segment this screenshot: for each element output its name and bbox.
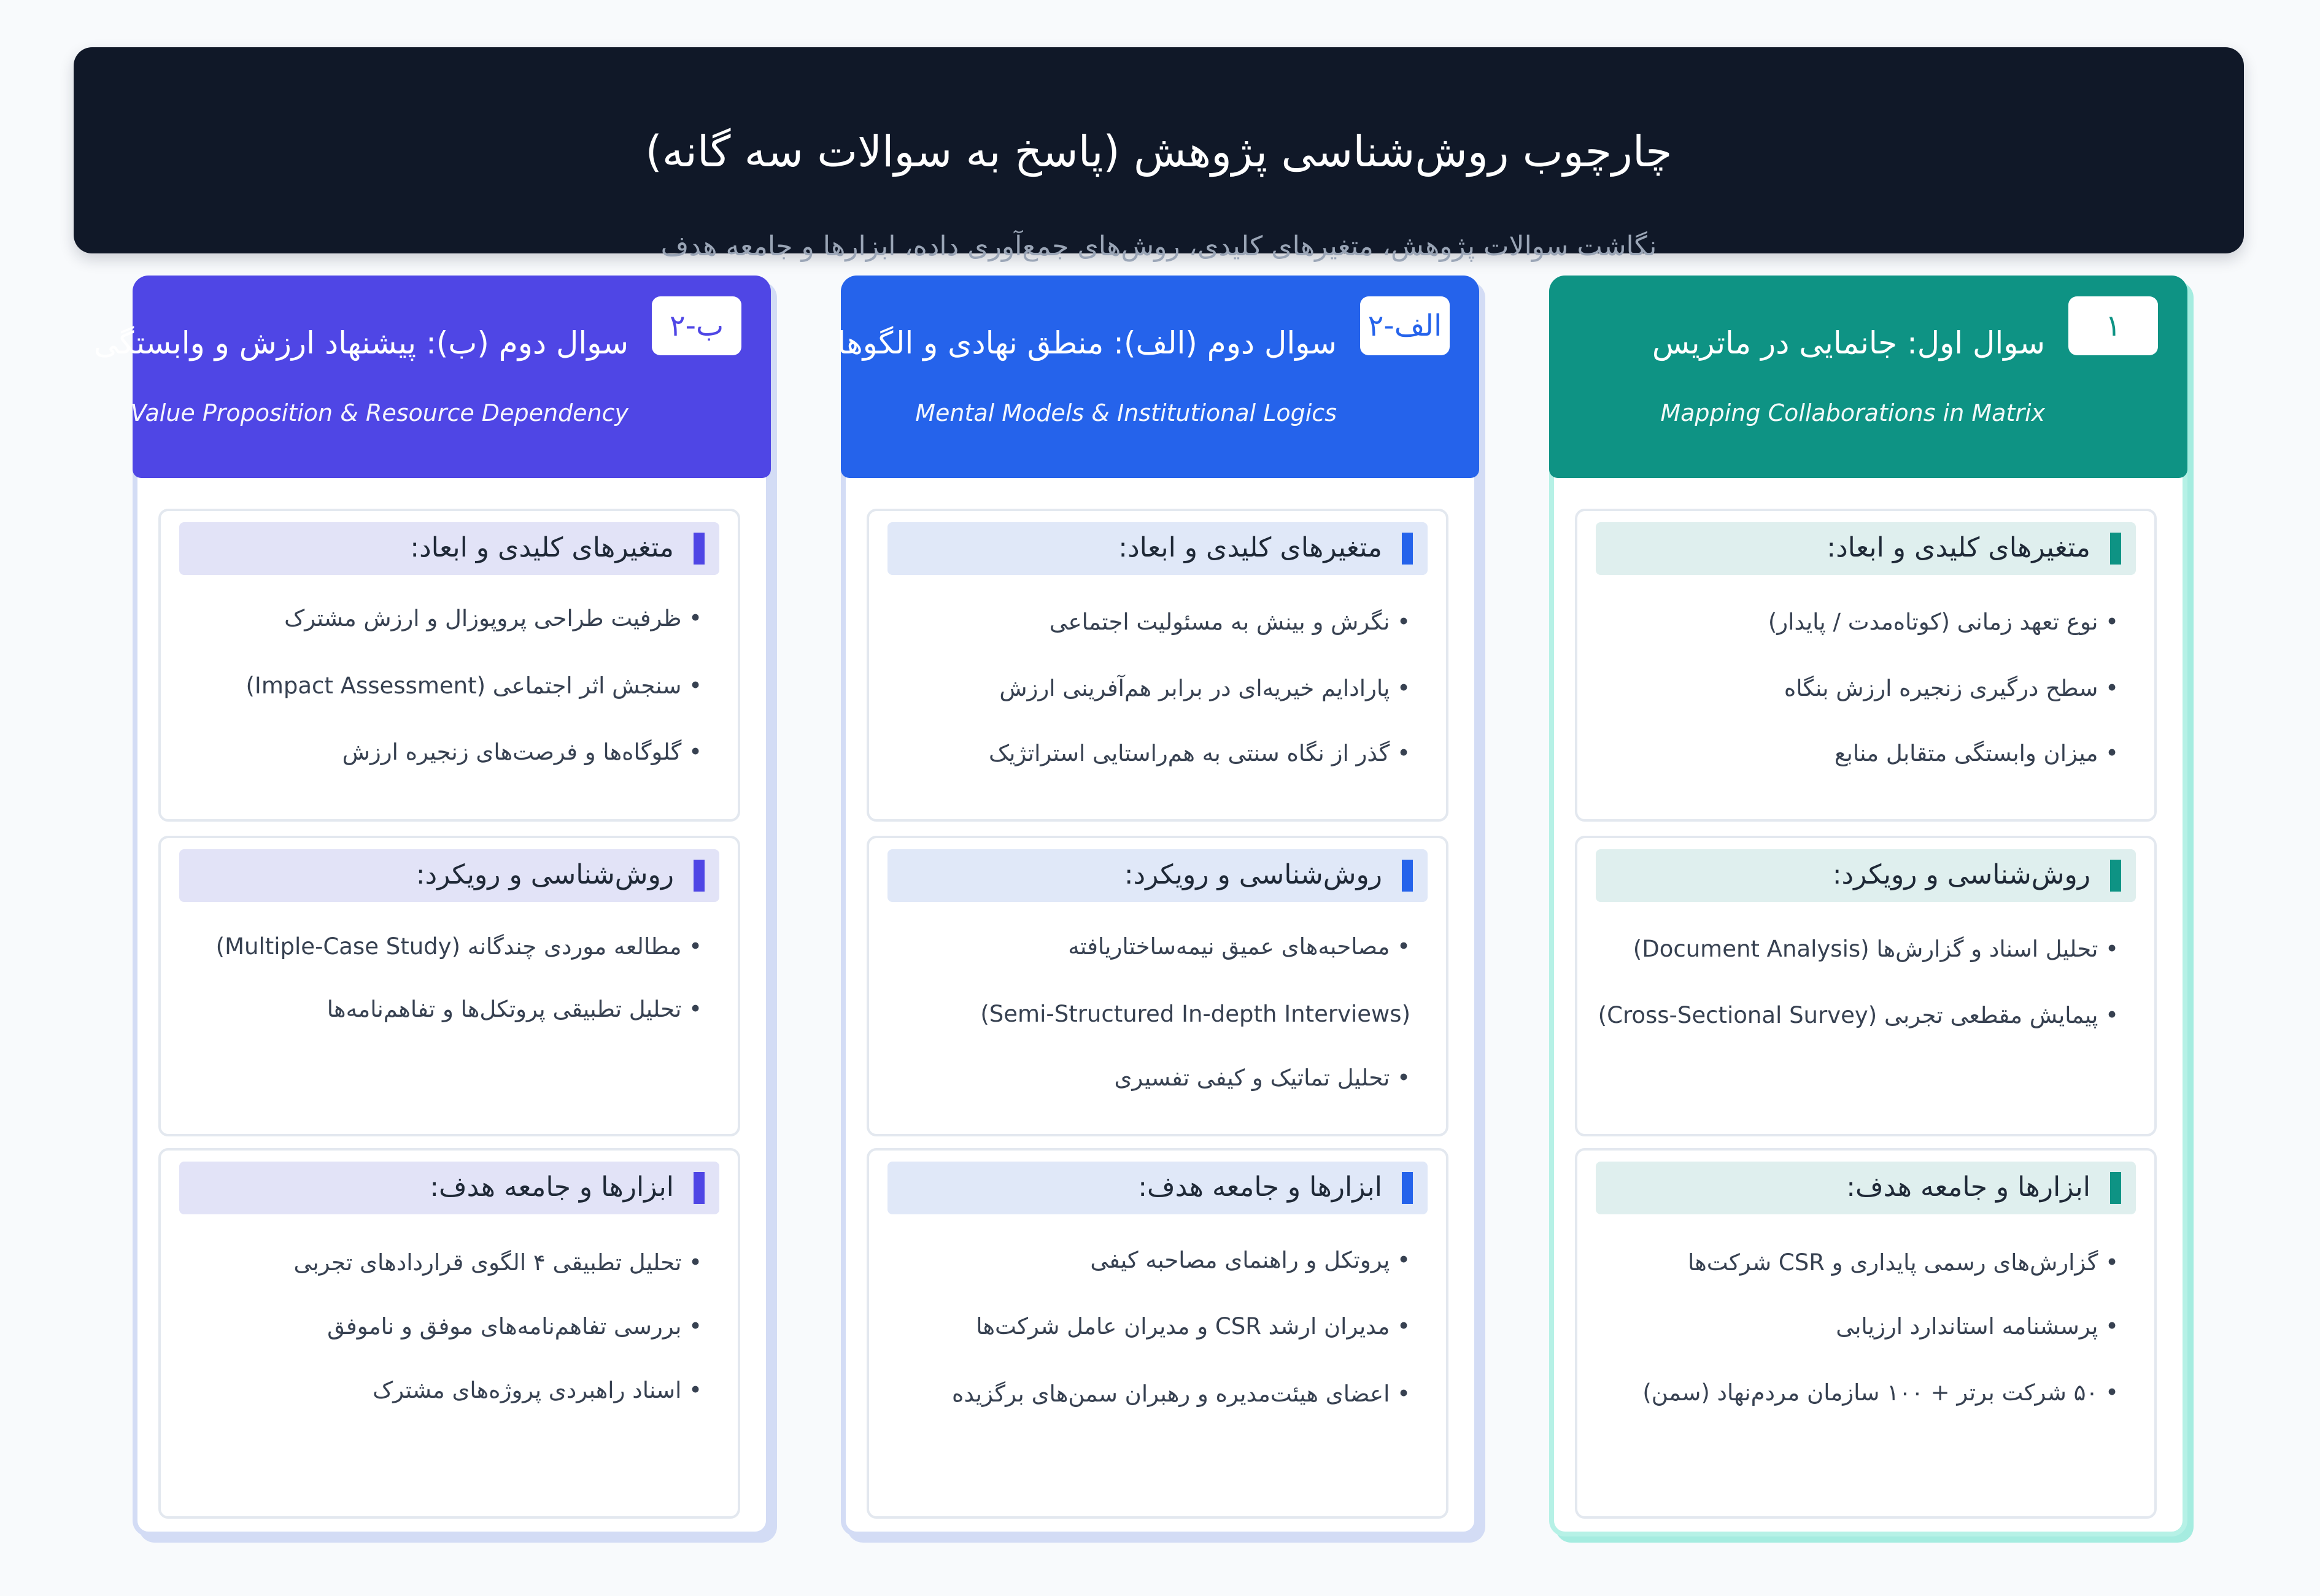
column-subtitle: Mental Models & Institutional Logics (915, 399, 1337, 426)
section-heading: متغیرهای کلیدی و ابعاد: (410, 532, 674, 563)
list-item: • تحلیل اسناد و گزارش‌ها (Document Analysis) (1633, 936, 2119, 962)
section-heading: روش‌شناسی و رویکرد: (1124, 859, 1382, 890)
page-subtitle: نگاشت سوالات پژوهش، متغیرهای کلیدی، روش‌های جمع‌آوری داده، ابزارها و جامعه هدف (660, 231, 1657, 262)
list-item: • تحلیل تماتیک و کیفی تفسیری (1114, 1065, 1410, 1091)
accent-bar (694, 860, 705, 892)
accent-bar (1402, 860, 1413, 892)
section-card-variables (158, 509, 740, 822)
section-heading: ابزارها و جامعه هدف: (1846, 1171, 2090, 1203)
list-item: • مصاحبه‌های عمیق نیمه‌ساختاریافته (1068, 933, 1410, 960)
section-header (1596, 1162, 2136, 1214)
column-header (93, 276, 771, 478)
column-title: سوال دوم (ب): پیشنهاد ارزش و وابستگی (93, 325, 628, 361)
section-card-tools (158, 1148, 740, 1519)
list-item: • سطح درگیری زنجیره ارزش بنگاه (1784, 675, 2119, 701)
list-item: • نگرش و بینش به مسئولیت اجتماعی (1049, 609, 1410, 635)
column-question-2a (837, 276, 1479, 1536)
section-card-methodology (158, 836, 740, 1136)
list-item: • تحلیل تطبیقی ۴ الگوی قراردادهای تجربی (293, 1249, 702, 1276)
section-heading: ابزارها و جامعه هدف: (1138, 1171, 1382, 1203)
question-badge: ۱ (2068, 296, 2158, 355)
list-item: • سنجش اثر اجتماعی (Impact Assessment) (246, 673, 702, 699)
accent-bar (694, 533, 705, 565)
list-item: • پرسشنامه استاندارد ارزیابی (1836, 1313, 2119, 1340)
accent-bar (2110, 533, 2121, 565)
section-heading: متغیرهای کلیدی و ابعاد: (1118, 532, 1382, 563)
list-item: • گذر از نگاه سنتی به هم‌راستایی استراتژیک (988, 740, 1410, 766)
list-item: • نوع تعهد زمانی (کوتاه‌مدت / پایدار) (1768, 609, 2119, 635)
section-header (179, 1162, 719, 1214)
column-title: سوال اول: جانمایی در ماتریس (1652, 325, 2045, 361)
list-item: • گلوگاه‌ها و فرصت‌های زنجیره ارزش (342, 739, 702, 765)
list-item: • تحلیل تطبیقی پروتکل‌ها و تفاهم‌نامه‌ها (327, 996, 702, 1022)
section-header (887, 1162, 1428, 1214)
section-card-tools (867, 1148, 1448, 1519)
section-card-variables (867, 509, 1448, 822)
column-subtitle: Value Proposition & Resource Dependency (130, 399, 628, 426)
section-header (887, 522, 1428, 575)
page-title: چارچوب روش‌شناسی پژوهش (پاسخ به سوالات سه گانه) (645, 126, 1672, 177)
section-heading: متغیرهای کلیدی و ابعاد: (1827, 532, 2090, 563)
section-card-variables (1575, 509, 2157, 822)
section-header (1596, 522, 2136, 575)
section-card-methodology (867, 836, 1448, 1136)
list-item: • ۵۰ شرکت برتر + ۱۰۰ سازمان مردم‌نهاد (سمن) (1642, 1379, 2119, 1406)
column-question-2b (93, 276, 771, 1536)
list-item: • بررسی تفاهم‌نامه‌های موفق و ناموفق (327, 1313, 702, 1340)
accent-bar (2110, 860, 2121, 892)
column-header (837, 276, 1479, 478)
section-header (179, 849, 719, 902)
list-item: • مدیران ارشد CSR و مدیران عامل شرکت‌ها (976, 1313, 1410, 1340)
section-header (887, 849, 1428, 902)
list-item: • میزان وابستگی متقابل منابع (1834, 740, 2119, 766)
section-header (179, 522, 719, 575)
question-badge: ۲-الف (1360, 296, 1450, 355)
section-heading: ابزارها و جامعه هدف: (430, 1171, 674, 1203)
column-title: سوال دوم (الف): منطق نهادی و الگوها (837, 325, 1337, 361)
section-heading: روش‌شناسی و رویکرد: (416, 859, 674, 890)
section-card-tools (1575, 1148, 2157, 1519)
column-question-1 (1549, 276, 2187, 1536)
accent-bar (694, 1172, 705, 1204)
list-item: • اعضای هیئت‌مدیره و رهبران سمن‌های برگزیده (951, 1381, 1410, 1407)
accent-bar (1402, 1172, 1413, 1204)
column-subtitle: Mapping Collaborations in Matrix (1660, 399, 2045, 426)
section-header (1596, 849, 2136, 902)
accent-bar (2110, 1172, 2121, 1204)
column-header (1549, 276, 2187, 478)
list-item: • گزارش‌های رسمی پایداری و CSR شرکت‌ها (1687, 1249, 2119, 1276)
list-item: (Semi-Structured In-depth Interviews) (980, 1001, 1410, 1027)
header-banner (74, 47, 2244, 262)
section-card-methodology (1575, 836, 2157, 1136)
question-badge: ۲-ب (652, 296, 741, 355)
list-item: • اسناد راهبردی پروژه‌های مشترک (373, 1377, 702, 1403)
list-item: • پیمایش مقطعی تجربی (Cross-Sectional Survey) (1598, 1002, 2119, 1028)
list-item: • پروتکل و راهنمای مصاحبه کیفی (1090, 1247, 1410, 1273)
list-item: • ظرفیت طراحی پروپوزال و ارزش مشترک (284, 605, 702, 631)
accent-bar (1402, 533, 1413, 565)
list-item: • پارادایم خیریه‌ای در برابر هم‌آفرینی ارزش (999, 675, 1410, 701)
section-heading: روش‌شناسی و رویکرد: (1832, 859, 2090, 890)
list-item: • مطالعه موردی چندگانه (Multiple-Case Study) (215, 933, 702, 960)
